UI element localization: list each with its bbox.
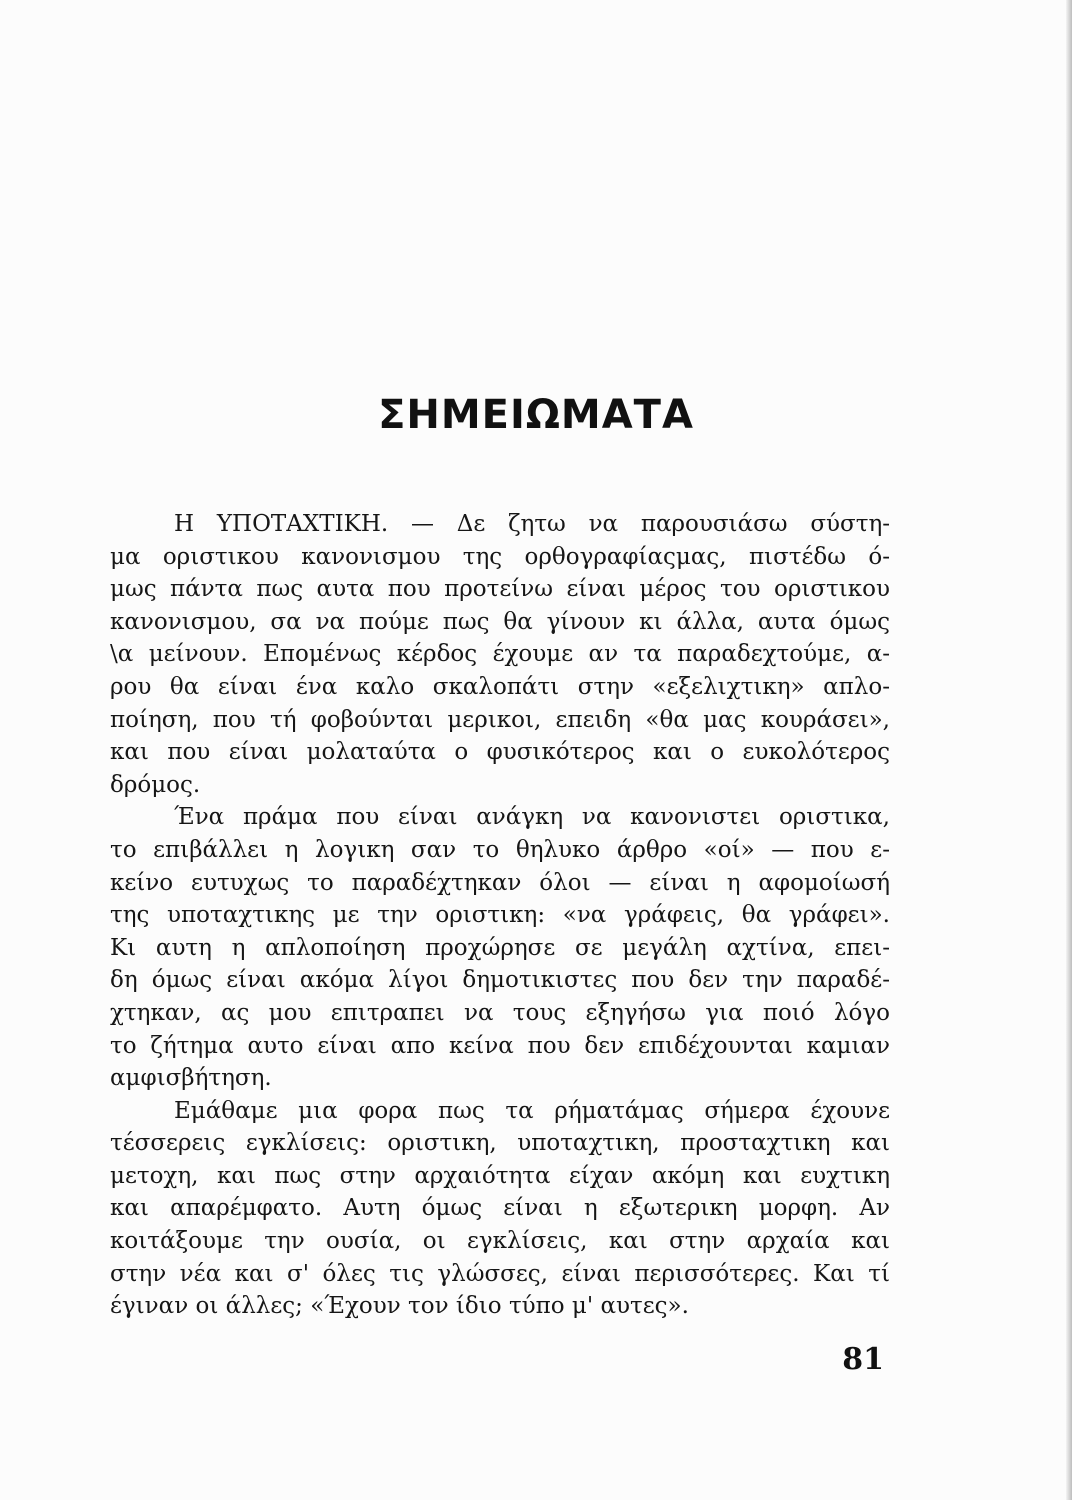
text-line: Ένα πράμα που είναι ανάγκη να κανονιστει οριστικα, [174,804,890,831]
body-text [110,508,890,1323]
text-line: κοιτάξουμε την ουσία, οι εγκλίσεις, και στην αρχαία και [110,1228,890,1255]
text-line: δρόμος. [110,771,201,798]
text-line: ρου θα είναι ένα καλο σκαλοπάτι στην «εξελιχτικη» απλο- [110,673,890,700]
text-line: χτηκαν, ας μου επιτραπει να τους εξηγήσω για ποιό λόγο [110,999,890,1026]
text-line: της υποταχτικης με την οριστικη: «να γράφεις, θα γράφει». [110,902,890,929]
page-edge-shadow [1066,0,1072,1500]
text-line: μως πάντα πως αυτα που προτείνω είναι μέρος του οριστικου [110,576,890,603]
page-heading: ΣΗΜΕΙΩΜΑΤΑ [378,392,694,438]
text-line: \α μείνουν. Επομένως κέρδος έχουμε αν τα παραδεχτούμε, α- [110,641,890,668]
text-line: Εμάθαμε μια φορα πως τα ρήματάμας σήμερα έχουνε [174,1097,890,1124]
text-line: μα οριστικου κανονισμου της ορθογραφίαςμας, πιστέδω ό- [110,543,890,570]
text-line: το επιβάλλει η λογικη σαν το θηλυκο άρθρο «οί» — που ε- [110,836,890,863]
text-line: Η ΥΠΟΤΑΧΤΙΚΗ. — Δε ζητω να παρουσιάσω σύστη- [174,511,890,537]
text-line: τέσσερεις εγκλίσεις: οριστικη, υποταχτικη, προσταχτικη και [110,1130,890,1157]
text-line: ποίηση, που τή φοβούνται μερικοι, επειδη «θα μας κουράσει», [110,706,890,733]
text-line: κανονισμου, σα να πούμε πως θα γίνουν κι άλλα, αυτα όμως [110,608,890,635]
text-line: Κι αυτη η απλοποίηση προχώρησε σε μεγάλη αχτίνα, επει- [110,934,890,961]
text-line: και απαρέμφατο. Αυτη όμως είναι η εξωτερικη μορφη. Αν [110,1195,890,1222]
text-line: και που είναι μολαταύτα ο φυσικότερος και ο ευκολότερος [110,739,890,766]
text-line: μετοχη, και πως στην αρχαιότητα είχαν ακόμη και ευχτικη [110,1162,890,1189]
text-line: έγιναν οι άλλες; «Έχουν τον ίδιο τύπο μ' αυτες». [110,1293,689,1320]
text-line: στην νέα και σ' όλες τις γλώσσες, είναι περισσότερες. Και τί [110,1260,890,1287]
text-line: δη όμως είναι ακόμα λίγοι δημοτικιστες που δεν την παραδέ- [110,967,890,994]
page-number: 81 [842,1342,884,1377]
text-line: αμφισβήτηση. [110,1065,272,1092]
text-line: κείνο ευτυχως το παραδέχτηκαν όλοι — είναι η αφομοίωσή [110,869,890,896]
text-line: το ζήτημα αυτο είναι απο κείνα που δεν επιδέχουνται καμιαν [110,1032,890,1059]
